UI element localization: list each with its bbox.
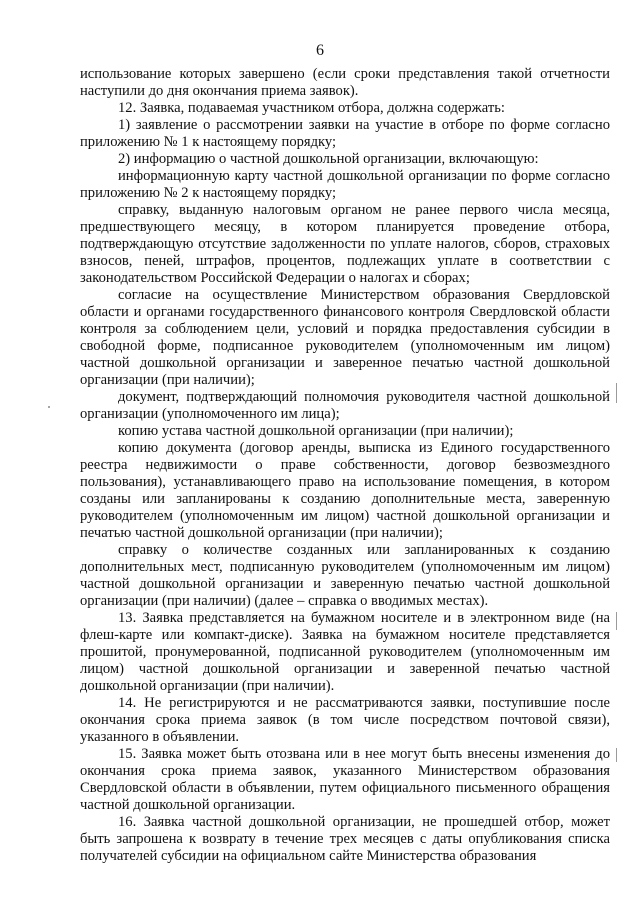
paragraph-authority-document: документ, подтверждающий полномочия руководителя частной дошкольной организации (уполномоченного им лица);	[80, 389, 610, 422]
paragraph-info-card: информационную карту частной дошкольной организации по форме согласно приложению № 2 к настоящему порядку;	[80, 168, 610, 201]
scan-mark	[616, 383, 617, 403]
paragraph-premises-document: копию документа (договор аренды, выписка из Единого государственного реестра недвижимости о праве собственности, договор безвозмездного пользования), устанавливающего право на использование помещения, в котором созданы или запланированы к созданию дополнительные места, заверенную руководителем (уполномоченным им лицом) частной дошкольной организации и печатью частной дошкольной организации (при наличии);	[80, 440, 610, 541]
paragraph-continuation: использование которых завершено (если сроки представления такой отчетности наступили до дня окончания приема заявок).	[80, 66, 610, 99]
paragraph-14: 14. Не регистрируются и не рассматриваются заявки, поступившие после окончания срока приема заявок (в том числе посредством почтовой связи), указанного в объявлении.	[80, 695, 610, 745]
paragraph-12: 12. Заявка, подаваемая участником отбора, должна содержать:	[118, 100, 505, 116]
scan-mark	[616, 748, 617, 762]
paragraph-16: 16. Заявка частной дошкольной организации, не прошедшей отбор, может быть запрошена к возврату в течение трех месяцев с даты опубликования списка получателей субсидии на официальном сайте Министерства образования	[80, 814, 610, 864]
scan-dot	[48, 406, 50, 408]
page-number: 6	[316, 42, 324, 59]
paragraph-12-item-1: 1) заявление о рассмотрении заявки на участие в отборе по форме согласно приложению № 1 к настоящему порядку;	[80, 117, 610, 150]
document-body	[80, 66, 610, 865]
paragraph-tax-certificate: справку, выданную налоговым органом не ранее первого числа месяца, предшествующего месяцу, в котором планируется проведение отбора, подтверждающую отсутствие задолженности по уплате налогов, сборов, страховых взносов, пеней, штрафов, процентов, подлежащих уплате в соответствии с законодательством Российской Федерации о налогах и сборах;	[80, 202, 610, 286]
paragraph-places-certificate: справку о количестве созданных или запланированных к созданию дополнительных мест, подписанную руководителем (уполномоченным им лицом) частной дошкольной организации и заверенную печатью частной дошкольной организации (при наличии) (далее – справка о вводимых местах).	[80, 542, 610, 609]
paragraph-charter-copy: копию устава частной дошкольной организации (при наличии);	[118, 423, 514, 439]
paragraph-15: 15. Заявка может быть отозвана или в нее могут быть внесены изменения до окончания срока приема заявок, указанного Министерством образования Свердловской области в объявлении, путем официального письменного обращения частной дошкольной организации.	[80, 746, 610, 813]
scan-mark	[616, 612, 617, 630]
paragraph-13: 13. Заявка представляется на бумажном носителе и в электронном виде (на флеш-карте или компакт-диске). Заявка на бумажном носителе представляется прошитой, пронумерованной, подписанной руководителем (уполномоченным им лицом) частной дошкольной организации и заверенной печатью частной дошкольной организации (при наличии).	[80, 610, 610, 694]
paragraph-control-consent: согласие на осуществление Министерством образования Свердловской области и органами государственного финансового контроля Свердловской области контроля за соблюдением цели, условий и порядка предоставления субсидии в свободной форме, подписанное руководителем (уполномоченным им лицом) частной дошкольной организации и заверенное печатью частной дошкольной организации (при наличии);	[80, 287, 610, 388]
paragraph-12-item-2: 2) информацию о частной дошкольной организации, включающую:	[118, 151, 539, 167]
